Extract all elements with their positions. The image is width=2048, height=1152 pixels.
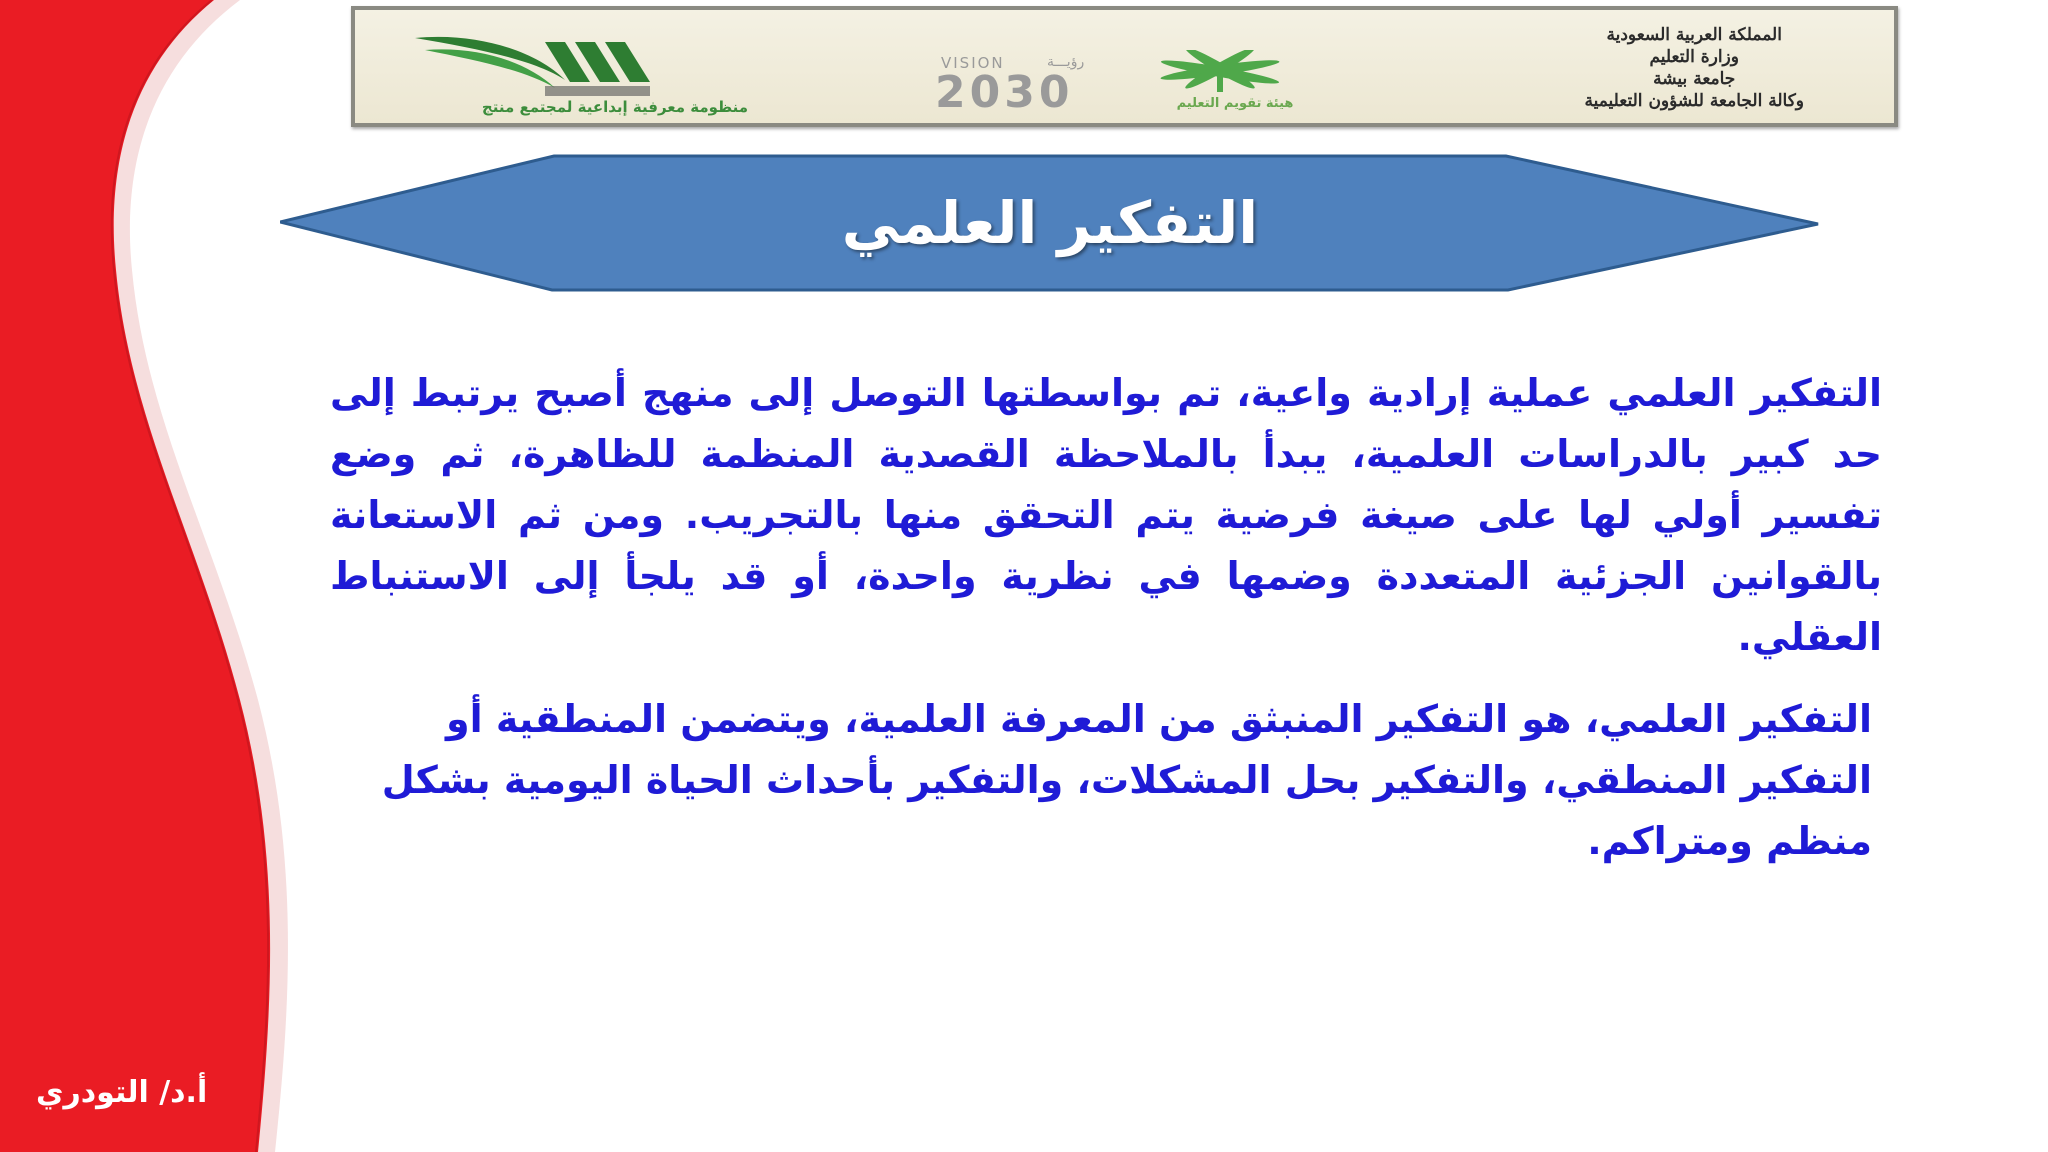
university-tagline: منظومة معرفية إبداعية لمجتمع منتج [481,98,749,116]
vision-2030-logo [935,54,1125,124]
university-logo-icon [415,30,655,100]
vision-arabic-label: رؤيـــة [1047,54,1085,70]
ministry-line-country: المملكة العربية السعودية [1606,25,1782,45]
definition-paragraph-1: التفكير العلمي عملية إرادية واعية، تم بواسطتها التوصل إلى منهج أصبح يرتبط إلى حد كبير بالدراسات العلمية، يبدأ بالملاحظة القصدية المنظمة للظاهرة، ثم وضع تفسير أولي لها على صيغة فرضية يتم التحقق منها بالتجريب. ومن ثم الاستعانة بالقوانين الجزئية المتعددة وضمها في نظرية واحدة، أو قد يلجأ إلى الاستنباط العقلي. [330,371,1882,659]
ministry-line-ministry: وزارة التعليم [1649,47,1739,67]
slide-title: التفكير العلمي [841,189,1259,257]
eec-palm-logo-icon [1135,50,1305,127]
vision-year: 2030 [935,67,1074,118]
vision-label: VISION [941,54,1005,72]
eec-caption: هيئة تقويم التعليم [1176,96,1294,111]
ministry-line-agency: وكالة الجامعة للشؤون التعليمية [1584,91,1804,111]
header-banner [351,6,1898,127]
definition-paragraph-2: التفكير العلمي، هو التفكير المنبثق من المعرفة العلمية، ويتضمن المنطقية أو التفكير المنطقي، والتفكير بحل المشكلات، والتفكير بأحداث الحياة اليومية بشكل منظم ومتراكم. [381,697,1872,863]
author-footer: أ.د/ التودري [36,1075,208,1110]
ministry-text-block [1584,24,1804,112]
ministry-line-university: جامعة بيشة [1653,69,1736,89]
